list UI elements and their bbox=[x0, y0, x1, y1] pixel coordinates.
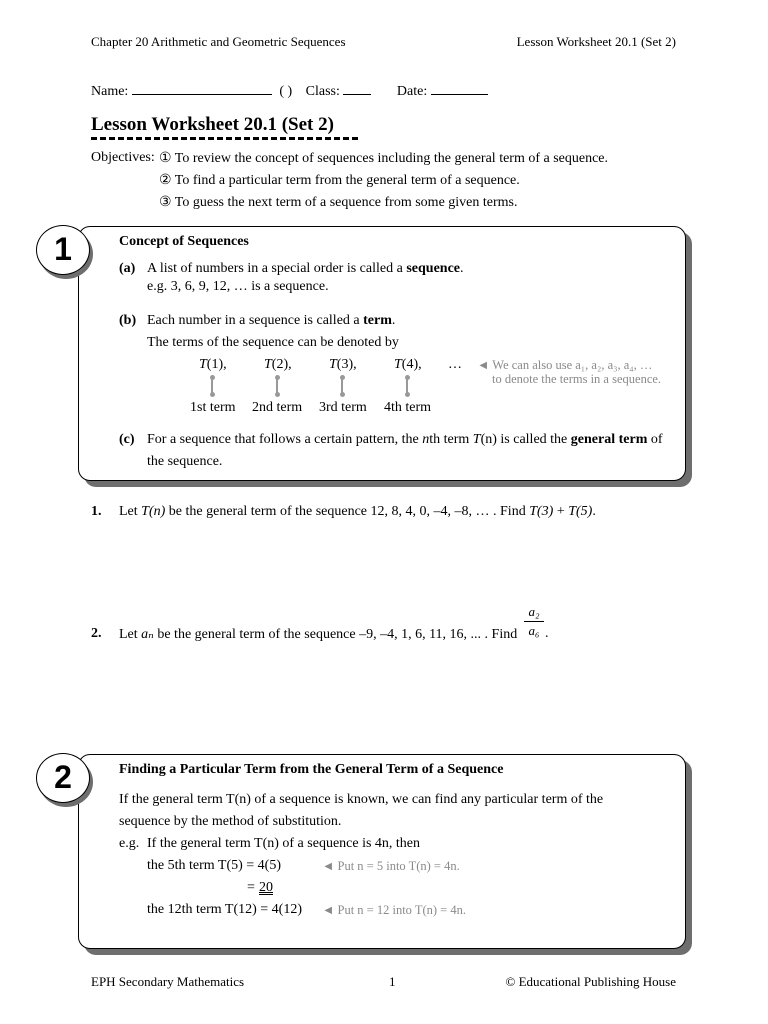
term-2: T(2), bbox=[264, 357, 292, 372]
ordinal-3: 3rd term bbox=[319, 400, 367, 415]
notation-note-line2: to denote the terms in a sequence. bbox=[492, 372, 662, 386]
example-5th-term: the 5th term T(5) = 4(5) bbox=[147, 858, 281, 873]
example-12th-note: ◄ Put n = 12 into T(n) = 4n. bbox=[322, 903, 466, 917]
section-1-badge: 1 bbox=[36, 225, 90, 275]
item-a-text: A list of numbers in a special order is called a sequence. bbox=[147, 261, 464, 276]
item-a-label: (a) bbox=[119, 261, 136, 276]
question-2-text: Let aₙ be the general term of the sequence –9, –4, 1, 6, 11, 16, ... . Find bbox=[119, 627, 518, 642]
student-info-row bbox=[91, 81, 488, 100]
ordinal-2: 2nd term bbox=[252, 400, 303, 415]
item-b-line2: The terms of the sequence can be denoted by bbox=[147, 335, 399, 350]
item-c-label: (c) bbox=[119, 432, 135, 447]
objective-3: ③ To guess the next term of a sequence from some given terms. bbox=[159, 195, 518, 210]
fraction-bar bbox=[524, 621, 544, 622]
item-a-example: e.g. 3, 6, 9, 12, … is a sequence. bbox=[147, 279, 329, 294]
ordinal-4: 4th term bbox=[384, 400, 432, 415]
example-5th-note: ◄ Put n = 5 into T(n) = 4n. bbox=[322, 859, 460, 873]
item-c-line2: the sequence. bbox=[147, 454, 223, 469]
class-field[interactable] bbox=[343, 81, 371, 95]
fraction-numerator: a₂ bbox=[528, 604, 540, 619]
term-1: T(1), bbox=[199, 357, 227, 372]
section-2-heading: Finding a Particular Term from the General Term of a Sequence bbox=[119, 762, 504, 777]
example-text: If the general term T(n) of a sequence is 4n, then bbox=[147, 836, 421, 851]
question-1-number: 1. bbox=[91, 504, 102, 519]
class-label: Class: bbox=[305, 84, 340, 99]
footer-right: © Educational Publishing House bbox=[505, 974, 676, 989]
title-dashed-underline bbox=[91, 137, 358, 140]
class-number-paren: ( ) bbox=[279, 84, 293, 99]
example-result: 20 bbox=[259, 880, 273, 895]
name-label: Name: bbox=[91, 84, 129, 99]
example-label: e.g. bbox=[119, 836, 140, 851]
fraction-denominator: a₆ bbox=[528, 623, 540, 638]
term-1-connector-bottom bbox=[210, 392, 215, 397]
question-2-number: 2. bbox=[91, 626, 102, 641]
term-2-connector-bottom bbox=[275, 392, 280, 397]
footer-left: EPH Secondary Mathematics bbox=[91, 974, 245, 989]
section-2-box bbox=[78, 754, 686, 949]
name-field[interactable] bbox=[132, 81, 272, 95]
section-1-box bbox=[78, 226, 686, 481]
term-3-connector-bottom bbox=[340, 392, 345, 397]
date-field[interactable] bbox=[431, 81, 488, 95]
question-2-end: . bbox=[545, 626, 549, 641]
notation-note-line1: ◄ We can also use a₁, a₂, a₃, a₄, … bbox=[477, 358, 653, 372]
section-2-paragraph-line2: sequence by the method of substitution. bbox=[119, 814, 342, 829]
objectives-label: Objectives: bbox=[91, 150, 155, 165]
term-4-connector-bottom bbox=[405, 392, 410, 397]
item-b-label: (b) bbox=[119, 313, 137, 328]
header-worksheet: Lesson Worksheet 20.1 (Set 2) bbox=[516, 34, 676, 49]
ordinal-1: 1st term bbox=[190, 400, 236, 415]
objective-2: ② To find a particular term from the general term of a sequence. bbox=[159, 173, 520, 188]
worksheet-title: Lesson Worksheet 20.1 (Set 2) bbox=[91, 114, 334, 135]
example-12th-term: the 12th term T(12) = 4(12) bbox=[147, 902, 302, 917]
section-2-paragraph-line1: If the general term T(n) of a sequence is known, we can find any particular term of the bbox=[119, 792, 604, 807]
term-4: T(4), bbox=[394, 357, 422, 372]
page-number: 1 bbox=[389, 974, 396, 989]
term-3: T(3), bbox=[329, 357, 357, 372]
header-chapter: Chapter 20 Arithmetic and Geometric Sequences bbox=[91, 34, 346, 49]
objective-1: ① To review the concept of sequences including the general term of a sequence. bbox=[159, 151, 609, 166]
term-ellipsis: … bbox=[448, 357, 462, 372]
item-c-text: For a sequence that follows a certain pattern, the nth term T(n) is called the general term of bbox=[147, 432, 663, 447]
section-2-badge: 2 bbox=[36, 753, 90, 803]
section-1-heading: Concept of Sequences bbox=[119, 234, 249, 249]
example-equals: = bbox=[247, 880, 255, 895]
question-1-text: Let T(n) be the general term of the sequence 12, 8, 4, 0, –4, –8, … . Find T(3) + T(5). bbox=[119, 504, 596, 519]
date-label: Date: bbox=[396, 84, 428, 99]
item-b-text: Each number in a sequence is called a term. bbox=[147, 313, 396, 328]
